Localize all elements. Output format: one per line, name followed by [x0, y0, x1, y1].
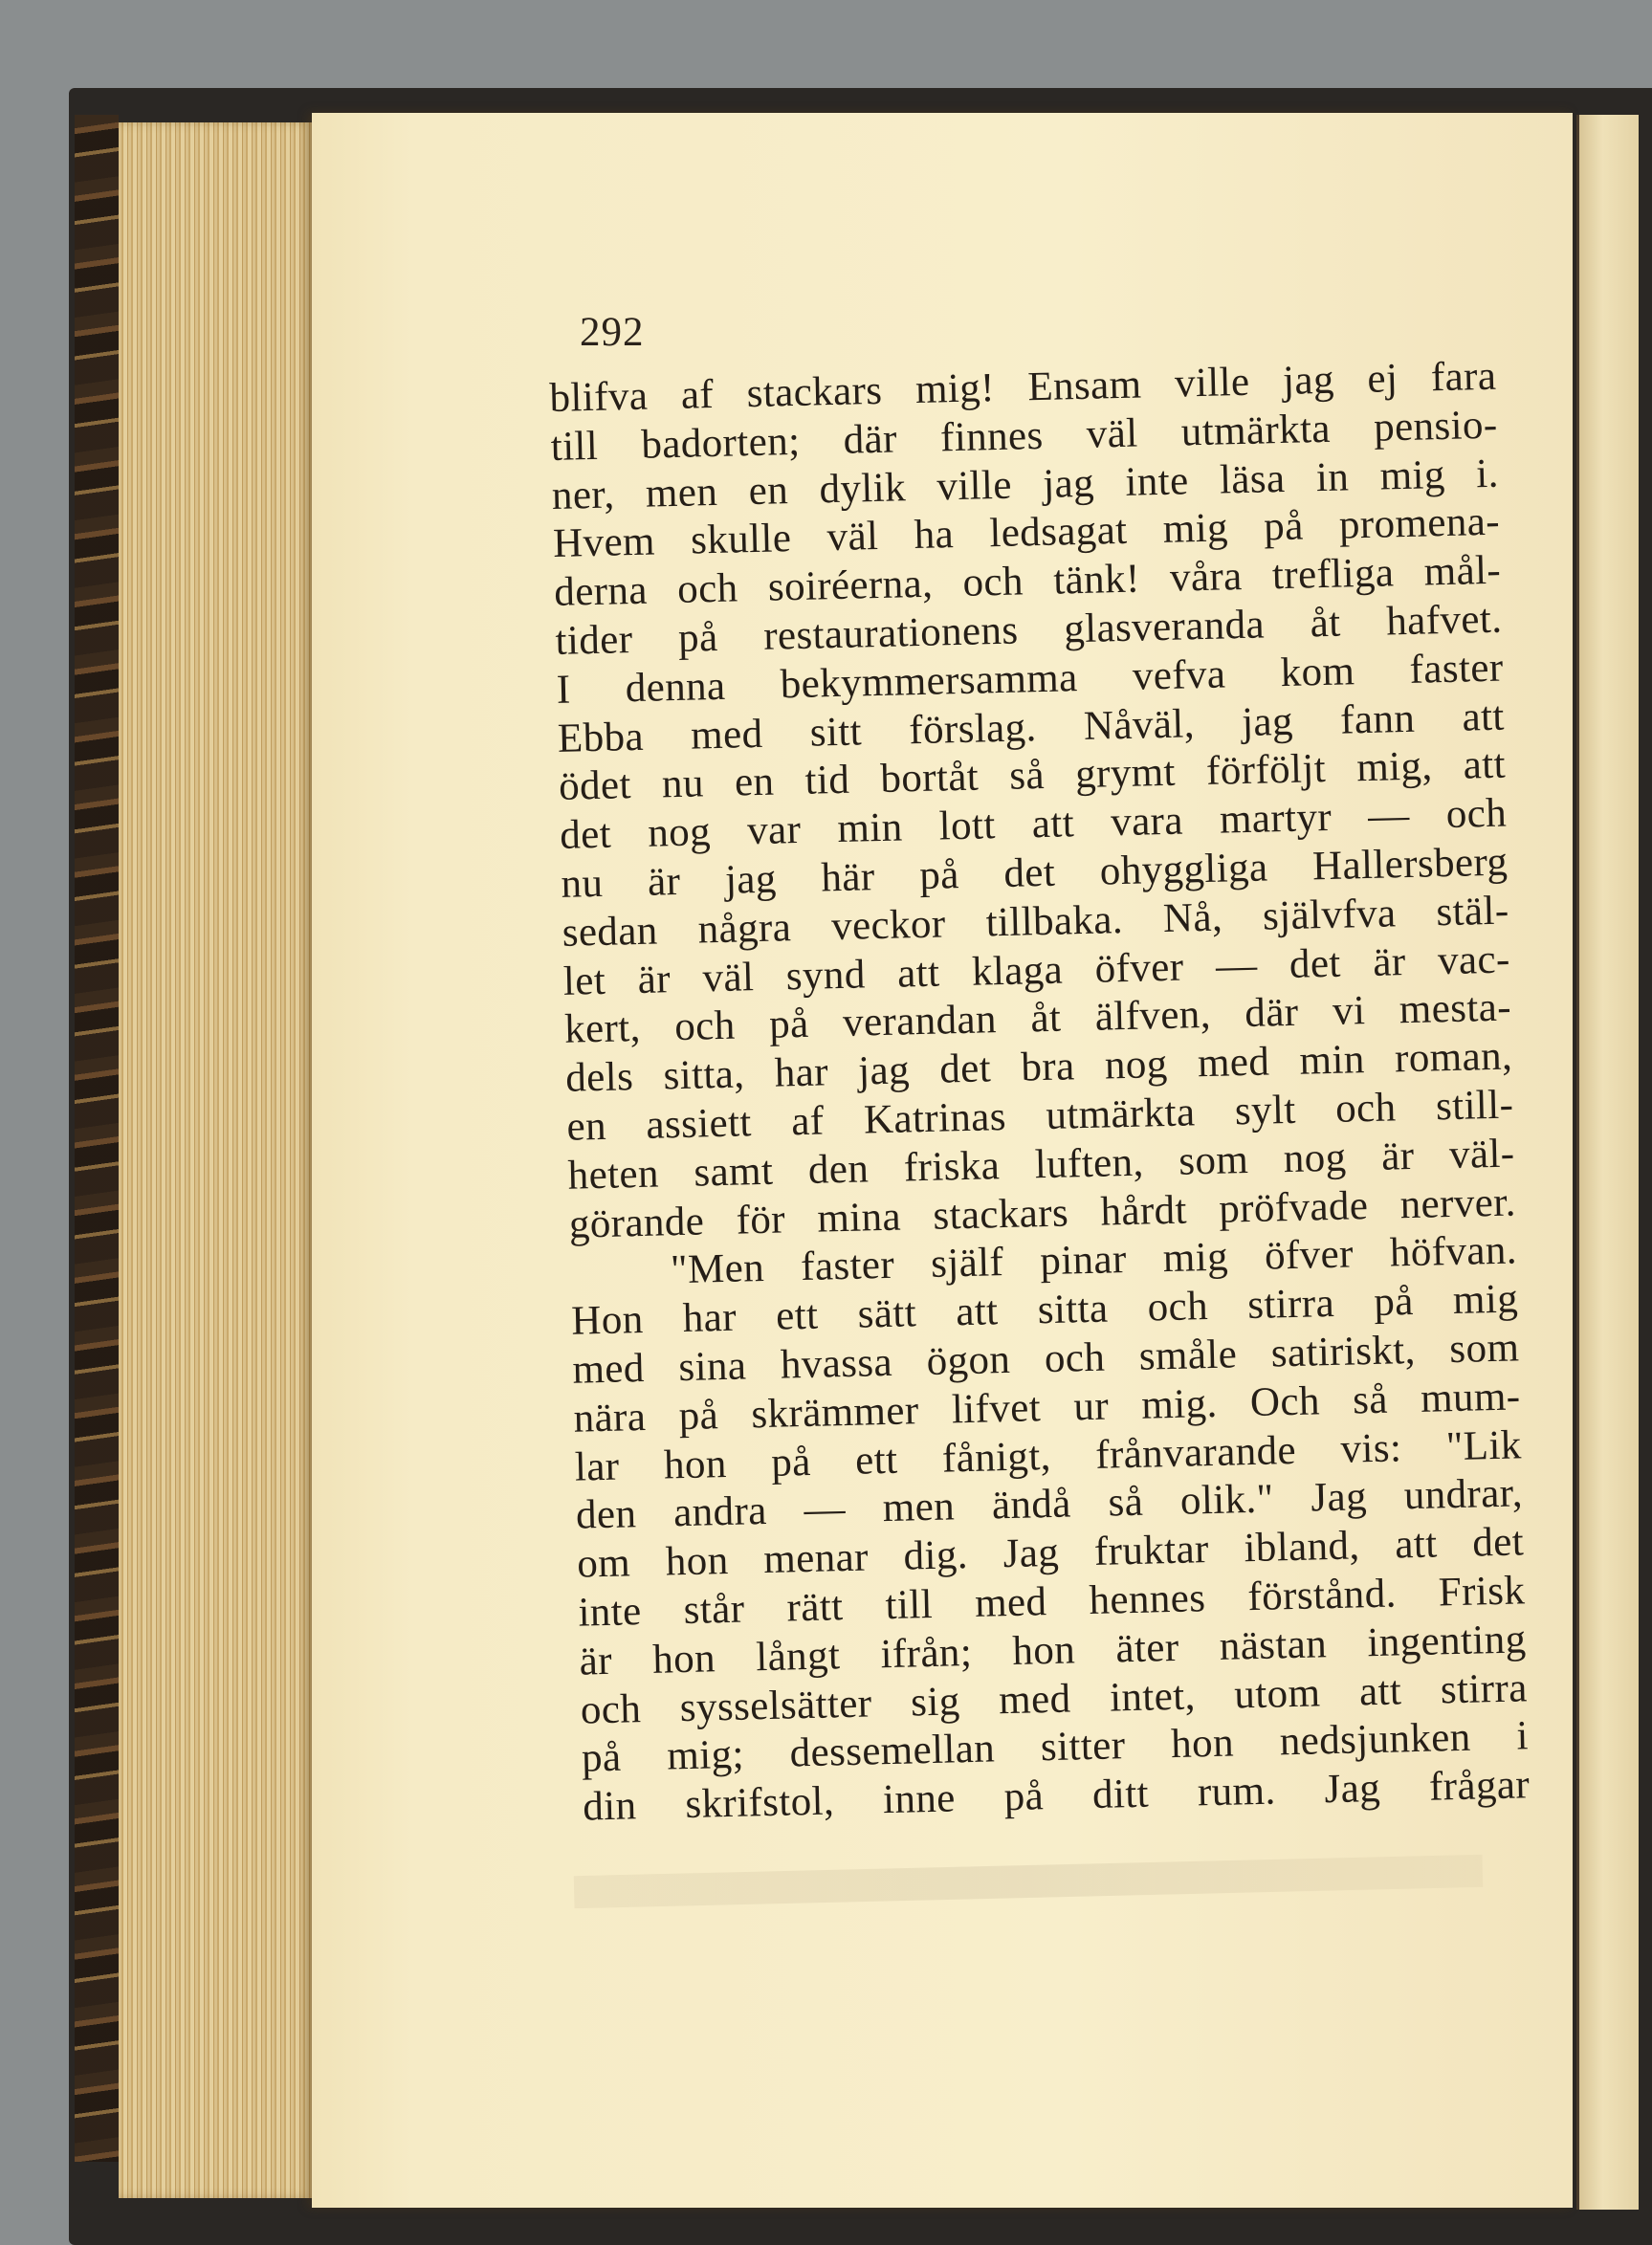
text-line: "Men faster själf pinar mig öfver höfvan.: [670, 1227, 1518, 1293]
text-line: ner, men en dylik ville jag inte läsa in mig i.: [551, 451, 1500, 518]
text-line: tider på restaurationens glasveranda åt hafvet.: [555, 596, 1503, 664]
text-line: din skrifstol, inne på ditt rum. Jag frågar: [582, 1762, 1531, 1830]
text-line: Hvem skulle väl ha ledsagat mig på promena-: [552, 499, 1501, 567]
text-line: inte står rätt till med hennes förstånd. Frisk: [577, 1568, 1526, 1636]
text-line: kert, och på verandan åt älfven, där vi mesta-: [563, 984, 1512, 1053]
text-line: dels sitta, har jag det bra nog med min roman,: [564, 1033, 1513, 1101]
text-line: derna och soiréerna, och tänk! våra trefliga mål-: [553, 547, 1502, 616]
text-line: en assiett af Katrinas utmärkta sylt och still-: [565, 1082, 1514, 1150]
text-line: är hon långt ifrån; hon äter nästan ingenting: [579, 1617, 1527, 1684]
text-line: om hon menar dig. Jag fruktar ibland, att det: [576, 1519, 1525, 1587]
text-line: och sysselsätter sig med intet, utom att stirra: [580, 1664, 1529, 1733]
text-line: ödet nu en tid bortåt så grymt förföljt mig, att: [558, 741, 1507, 810]
text-line: görande för mina stackars hårdt pröfvade nerver.: [568, 1178, 1517, 1247]
text-line: på mig; dessemellan sitter hon nedsjunken i: [581, 1713, 1530, 1781]
text-line: heten samt den friska luften, som nog är väl-: [567, 1131, 1516, 1199]
body-text: [549, 353, 1531, 1833]
text-line: lar hon på ett fånigt, frånvarande vis: "Lik: [574, 1421, 1523, 1490]
text-line: det nog var min lott att vara martyr — och: [559, 790, 1508, 859]
text-line: blifva af stackars mig! Ensam ville jag ej fara: [549, 353, 1497, 421]
page-edges-left: [119, 122, 315, 2198]
text-line: sedan några veckor tillbaka. Nå, självfva stäl-: [562, 888, 1510, 956]
text-line: den andra — men ändå så olik." Jag undrar,: [575, 1470, 1524, 1538]
text-line: med sina hvassa ögon och småle satiriskt, som: [571, 1325, 1520, 1393]
text-line: let är väl synd att klaga öfver — det är vac-: [562, 936, 1511, 1004]
text-line: till badorten; där finnes väl utmärkta pensio-: [550, 402, 1499, 470]
text-line: Ebba med sitt förslag. Nåväl, jag fann att: [557, 693, 1506, 761]
facing-page-edge: [1576, 115, 1639, 2210]
page-number: 292: [580, 310, 645, 355]
text-line: I denna bekymmersamma vefva kom faster: [556, 645, 1505, 713]
text-line: nu är jag här på det ohyggliga Hallersberg: [560, 839, 1509, 907]
text-line: nära på skrämmer lifvet ur mig. Och så mum-: [573, 1374, 1521, 1442]
text-line: Hon har ett sätt att sitta och stirra på mig: [570, 1276, 1519, 1344]
marbled-board-edge: [75, 115, 119, 2162]
